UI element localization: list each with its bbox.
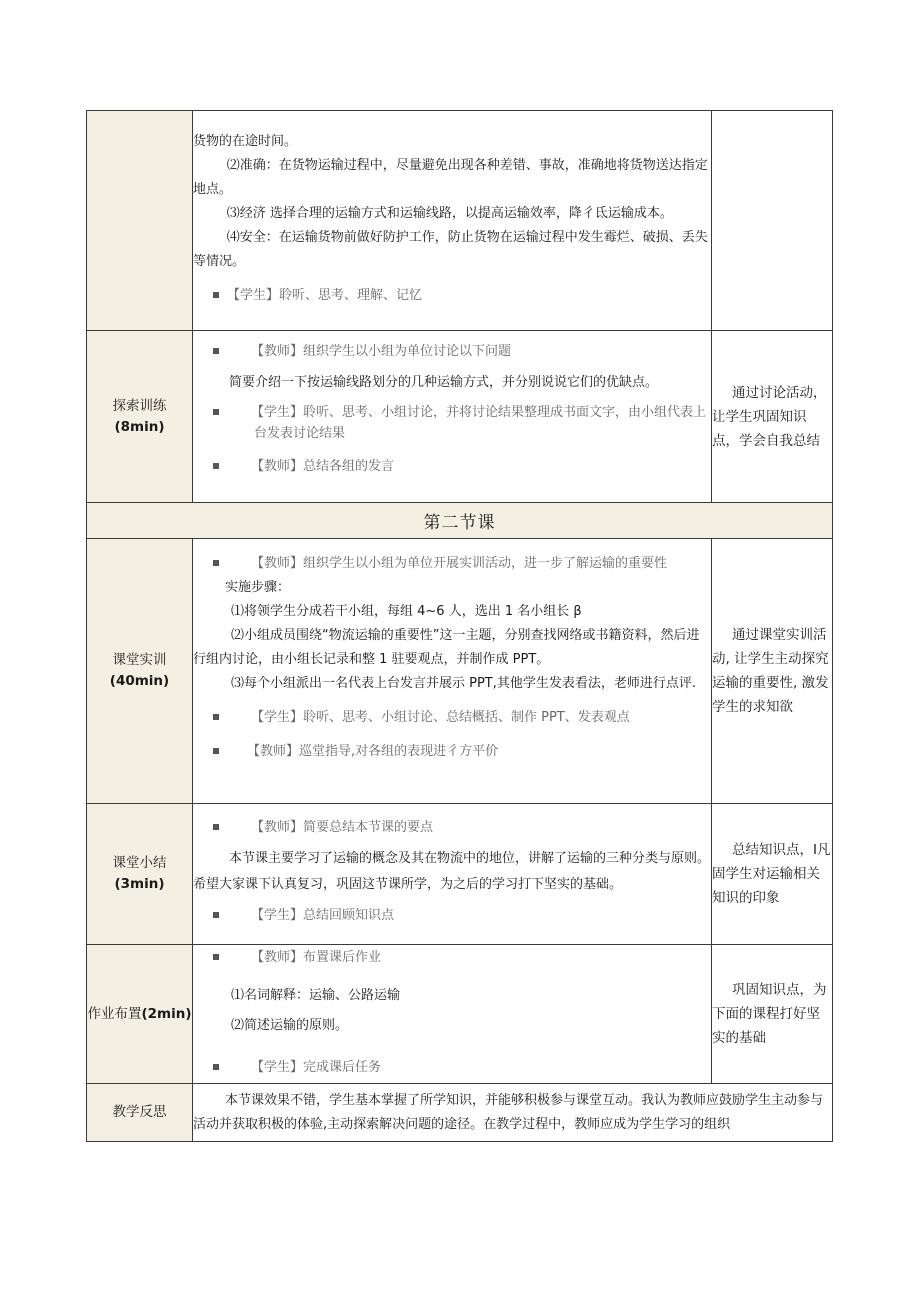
content-cell-intro [193,111,712,331]
stage-duration: (40min) [109,673,170,689]
stage-cell-explore [87,331,193,503]
reflection-label: 教学反思 [112,1104,167,1120]
intro-line-3: ⑶经济 选择合理的运输方式和运输线路，以提高运输效率，降彳氐运输成本。 [226,206,673,221]
homework-item-2: ⑵简述运输的原则。 [231,1018,349,1033]
steps-title: 实施步骤： [225,580,291,595]
design-intent-explore: 通过讨论活动，让学生巩固知识点，学会自我总结 [712,331,833,503]
design-intent-homework: 巩固知识点，为下面的课程打好坚实的基础 [712,945,833,1084]
step-1: ⑴将领学生分成若干小组，每组 4~6 人，选出 1 名小组长 β [231,604,582,619]
bullet-square-icon [213,292,219,298]
student-activity: 【学生】聆听、思考、小组讨论，并将讨论结果整理成书面文字，由小组代表上台发表讨论结果 [193,402,711,444]
table-row-homework [87,945,833,1084]
content-cell-summary [193,804,712,945]
bullet-square-icon [213,954,219,960]
table-row-explore [87,331,833,503]
homework-item-1: ⑴名词解释：运输、公路运输 [231,988,401,1003]
stage-cell-reflection [87,1084,193,1142]
reflection-text-cell [193,1084,833,1142]
reflection-text: 本节课效果不错，学生基本掌握了所学知识，并能够积极参与课堂互动。我认为教师应鼓励学生主动参与活动并获取积极的体验,主动探索解决问题的途径。在教学过程中，教师应成为学生学习的组织 [193,1093,824,1132]
stage-name: 作业布置 [87,1005,142,1022]
bullet-square-icon [213,463,219,469]
stage-name: 探索训练 [112,397,167,414]
bullet-square-icon [213,1064,219,1070]
lesson-plan-table [86,110,833,1142]
note-cell-empty [712,111,833,331]
stage-name: 课堂实训 [112,652,167,668]
bullet-square-icon [213,409,219,415]
table-row-intro [87,111,833,331]
student-activity: 【学生】聆听、思考、小组讨论、总结概括、制作 PPT、发表观点 [193,706,711,730]
bullet-square-icon [213,824,219,830]
intro-line-2: ⑵准确：在货物运输过程中，尽量避免出现各种差错、事故，准确地将货物送达指定地点。 [193,158,708,197]
teacher-activity: 【教师】简要总结本节课的要点 [193,816,711,840]
table-row-summary [87,804,833,945]
student-activity: 【学生】总结回顾知识点 [193,904,711,928]
teacher-activity: 【教师】组织学生以小组为单位讨论以下问题 [193,340,711,364]
summary-text: 本节课主要学习了运输的概念及其在物流中的地位，讲解了运输的三种分类与原则。希望大家课下认真复习，巩固这节课所学，为之后的学习打下坚实的基础。 [193,851,711,892]
student-activity: 【学生】完成课后任务 [193,1056,711,1080]
stage-duration: (8min) [114,418,165,435]
content-cell-homework [193,945,712,1084]
stage-duration: (2min) [141,1005,192,1022]
stage-cell-practice [87,539,193,804]
step-2: ⑵小组成员围绕“物流运输的重要性”这一主题，分别查找网络或书籍资料，然后进行组内讨论，由小组长记录和整 1 驻要观点，并制作成 PPT。 [193,628,700,667]
stage-cell-summary [87,804,193,945]
discussion-question: 简要介绍一下按运输线路划分的几种运输方式，并分别说说它们的优缺点。 [229,375,659,390]
teacher-activity: 【教师】布置课后作业 [193,946,711,970]
stage-name: 课堂小结 [112,855,167,871]
table-row-section2 [87,503,833,539]
content-cell-practice [193,539,712,804]
content-cell-explore [193,331,712,503]
teacher-activity: 【教师】组织学生以小组为单位开展实训活动，进一步了解运输的重要性 [193,552,711,576]
stage-cell-homework [87,945,193,1084]
student-activity-intro: 【学生】聆听、思考、理解、记忆 [193,284,711,308]
step-3: ⑶每个小组派出一名代表上台发言并展示 PPT,其他学生发表看法，老师进行点评. [231,676,697,691]
stage-duration: (3min) [114,876,165,892]
stage-cell-empty [87,111,193,331]
table-row-reflection [87,1084,833,1142]
bullet-square-icon [213,714,219,720]
teacher-activity: 【教师】巡堂指导,对各组的表现进彳方平价 [193,740,711,764]
teacher-activity: 【教师】总结各组的发言 [193,455,711,479]
section-title: 第二节课 [87,503,833,539]
design-intent-summary: 总结知识点，I凡固学生对运输相关知识的印象 [712,804,833,945]
bullet-square-icon [213,560,219,566]
intro-line-1: 货物的在途时间。 [193,134,298,149]
bullet-square-icon [213,912,219,918]
bullet-square-icon [213,748,219,754]
bullet-square-icon [213,348,219,354]
intro-line-4: ⑷安全：在运输货物前做好防护工作，防止货物在运输过程中发生霉烂、破损、丢失等情况。 [193,230,708,269]
design-intent-practice: 通过课堂实训活动, 让学生主动探究运输的重要性, 激发学生的求知欲 [712,539,833,804]
table-row-practice [87,539,833,804]
